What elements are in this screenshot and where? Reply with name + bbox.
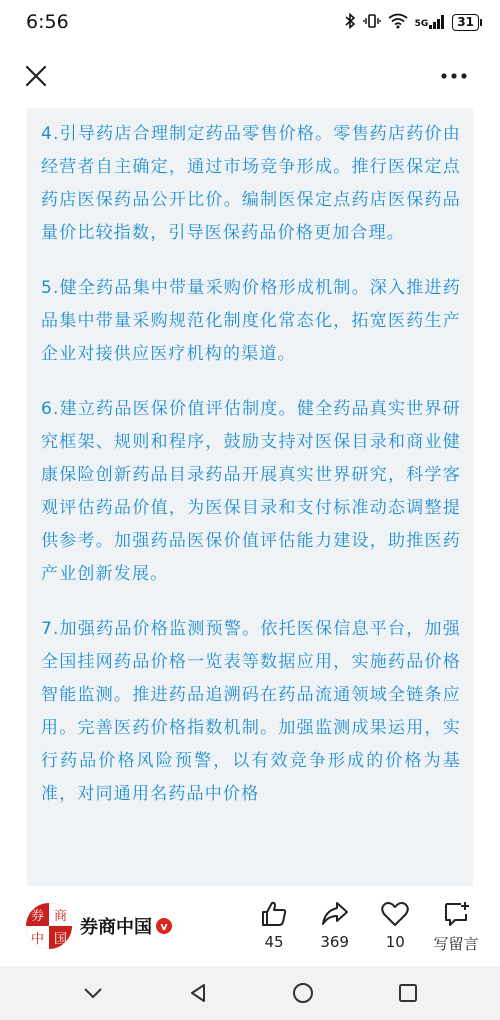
article-paragraph-7: 7.加强药品价格监测预警。依托医保信息平台，加强全国挂网药品价格一览表等数据应用，实施药品价格智能监测。推进药品追溯码在药品流通领域全链条应用。完善医药价格指数机制。加强监测成果运用，实行药品价格风险预警，以有效竞争形成的价格为基准，对同通用名药品中价格 — [41, 619, 461, 804]
share-icon — [320, 899, 350, 929]
nav-recents-button[interactable] — [388, 973, 428, 1013]
action-group — [244, 899, 486, 954]
battery-icon — [452, 14, 482, 31]
author-info[interactable] — [26, 903, 244, 949]
avatar-char: 国 — [53, 932, 67, 947]
status-time: 6:56 — [26, 11, 69, 33]
comment-label: 写留言 — [433, 934, 479, 953]
more-options-button[interactable] — [434, 56, 474, 96]
battery-level: 31 — [452, 14, 479, 31]
article-content[interactable] — [27, 108, 473, 886]
close-icon — [24, 64, 48, 88]
system-nav-bar — [0, 966, 500, 1020]
avatar-char: 中 — [26, 926, 49, 949]
recents-square-icon — [398, 983, 418, 1003]
share-button[interactable] — [305, 899, 365, 954]
status-icons — [344, 13, 482, 32]
status-bar — [0, 0, 500, 44]
nav-back-button[interactable] — [178, 973, 218, 1013]
avatar[interactable] — [26, 903, 72, 949]
article-paragraph-5: 5.健全药品集中带量采购价格形成机制。深入推进药品集中带量采购规范化制度化常态化，拓宽医药生产企业对接供应医疗机构的渠道。 — [41, 278, 461, 364]
article-paragraph-6: 6.建立药品医保价值评估制度。健全药品真实世界研究框架、规则和程序，鼓励支持对医保目录和商业健康保险创新药品目录药品开展真实世界研究，科学客观评估药品价值，为医保目录和支付标准动态调整提供参考。加强药品医保价值评估能力建设，助推医药产业创新发展。 — [41, 399, 461, 584]
wifi-icon — [388, 13, 408, 32]
favorite-button[interactable] — [365, 899, 425, 954]
author-name[interactable]: 券商中国 — [80, 917, 152, 938]
article-paragraph-4: 4.引导药店合理制定药品零售价格。零售药店药价由经营者自主确定，通过市场竞争形成。推行医保定点药店医保药品公开比价。编制医保定点药店医保药品量价比较指数，引导医保药品价格更加合理。 — [41, 124, 461, 243]
bottom-action-bar — [0, 886, 500, 966]
comment-button[interactable] — [426, 899, 486, 954]
thumbs-up-icon — [259, 899, 289, 929]
back-triangle-icon — [189, 983, 207, 1003]
vibrate-icon — [363, 13, 381, 32]
cellular-signal-icon — [415, 15, 446, 29]
heart-icon — [380, 899, 410, 929]
more-icon — [440, 72, 468, 80]
nav-hide-button[interactable] — [73, 973, 113, 1013]
comment-icon — [441, 899, 471, 929]
close-button[interactable] — [16, 56, 56, 96]
favorite-count: 10 — [385, 932, 405, 951]
top-bar — [0, 44, 500, 108]
verified-badge-icon: v — [156, 918, 172, 934]
avatar-char: 商 — [49, 903, 72, 926]
chevron-down-icon — [83, 987, 103, 999]
like-button[interactable] — [244, 899, 304, 954]
home-circle-icon — [292, 982, 314, 1004]
nav-home-button[interactable] — [283, 973, 323, 1013]
avatar-char: 券 — [30, 909, 44, 924]
like-count: 45 — [264, 932, 284, 951]
bluetooth-icon — [344, 13, 356, 32]
share-count: 369 — [320, 932, 349, 951]
network-type: 5G — [414, 19, 429, 29]
